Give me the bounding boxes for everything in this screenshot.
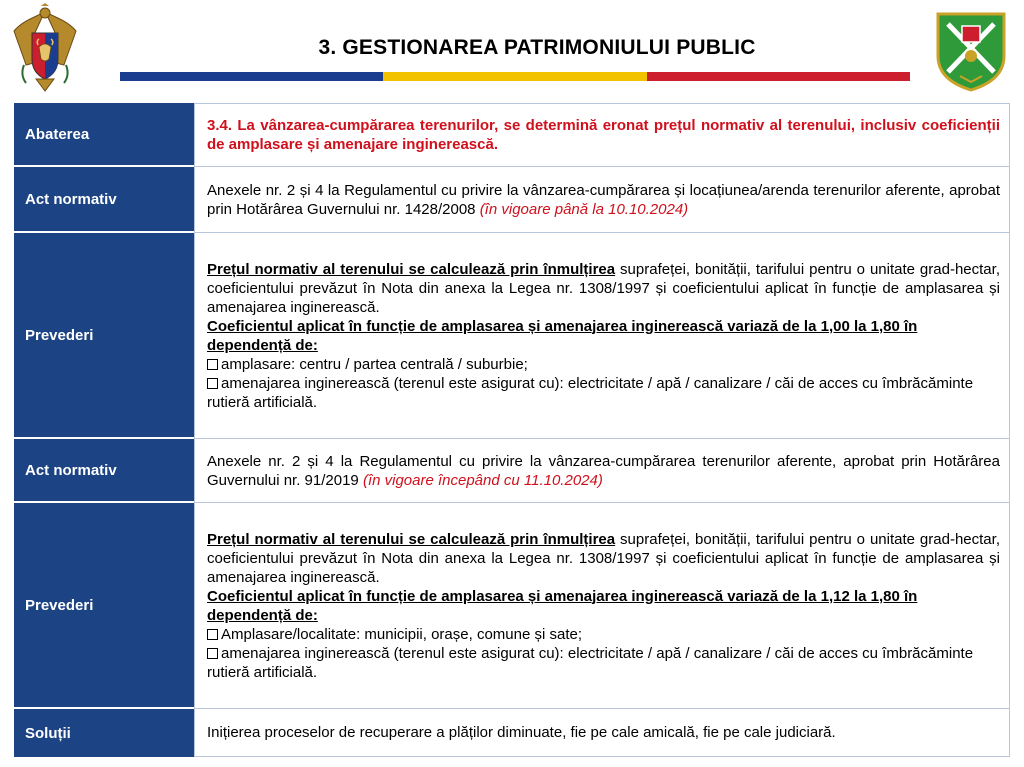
- table-row: [14, 167, 1010, 233]
- table-row: [14, 503, 1010, 709]
- act-normativ-2-text: [194, 439, 1010, 503]
- prevederi-2-bullet-2: amenajarea inginerească (terenul este asigurat cu): electricitate / apă / canalizare / căi de acces cu îmbrăcăminte rutieră artificială.: [207, 644, 974, 681]
- prevederi-1-paragraph: [207, 260, 1000, 317]
- act-normativ-1-body: Anexele nr. 2 și 4 la Regulamentul cu privire la vânzarea-cumpărarea și locațiunea/arenda terenurilor aferente, aprobat prin Hotărârea Guvernului nr. 1428/2008: [207, 181, 1000, 218]
- solutii-text: Inițierea proceselor de recuperare a plăților diminuate, fie pe cale amicală, fie pe cale judiciară.: [194, 709, 1010, 757]
- stripe-blue: [120, 72, 383, 81]
- list-item: [207, 644, 1000, 682]
- flag-stripe: [120, 72, 910, 81]
- page-title: 3. GESTIONAREA PATRIMONIULUI PUBLIC: [318, 36, 756, 59]
- checkbox-bullet-icon: [207, 629, 218, 640]
- prevederi-1-lead: Prețul normativ al terenului se calculează prin înmulțirea: [207, 260, 616, 278]
- district-coat-of-arms-icon: [936, 12, 1006, 92]
- act-normativ-2-body: Anexele nr. 2 și 4 la Regulamentul cu privire la vânzarea-cumpărarea terenurilor aferente, aprobat prin Hotărârea Guvernului nr. 91/2019: [207, 452, 1000, 489]
- prevederi-2-paragraph: [207, 530, 1000, 587]
- act-normativ-1-text: [194, 167, 1010, 233]
- prevederi-1-bullet-2: amenajarea inginerească (terenul este asigurat cu): electricitate / apă / canalizare / căi de acces cu îmbrăcăminte rutieră artificială.: [207, 374, 974, 411]
- prevederi-2-text: [194, 503, 1010, 709]
- stripe-yellow: [383, 72, 646, 81]
- stripe-red: [647, 72, 910, 81]
- prevederi-2-lead: Prețul normativ al terenului se calculează prin înmulțirea: [207, 530, 616, 548]
- table-row: [14, 103, 1010, 167]
- prevederi-2-coefficient: Coeficientul aplicat în funcție de amplasarea și amenajarea inginerească variază de la 1,12 la 1,80 în dependență de:: [207, 587, 918, 624]
- prevederi-1-coefficient: Coeficientul aplicat în funcție de amplasarea și amenajarea inginerească variază de la 1,00 la 1,80 în dependență de:: [207, 317, 918, 354]
- moldova-coat-of-arms-icon: [10, 3, 80, 97]
- prevederi-1-body: suprafeței, bonității, tarifului pentru o unitate grad-hectar, coeficientului prevăzut în Nota din anexa la Legea nr. 1308/1997 și coeficientului aplicat în funcție de amplasarea și amenajarea inginerească.: [207, 260, 1000, 316]
- list-item: [207, 625, 1000, 644]
- list-item: [207, 355, 1000, 374]
- checkbox-bullet-icon: [207, 378, 218, 389]
- abaterea-text: [194, 103, 1010, 167]
- act-normativ-1-validity: (în vigoare până la 10.10.2024): [479, 200, 689, 218]
- row-label-solutii: Soluții: [14, 709, 194, 757]
- prevederi-1-bullet-1: amplasare: centru / partea centrală / suburbie;: [221, 355, 528, 373]
- findings-table: [14, 103, 1010, 757]
- prevederi-1-text: [194, 233, 1010, 439]
- list-item: [207, 374, 1000, 412]
- checkbox-bullet-icon: [207, 648, 218, 659]
- row-label-abaterea: Abaterea: [14, 103, 194, 167]
- abaterea-statement: 3.4. La vânzarea-cumpărarea terenurilor, se determină eronat prețul normativ al terenului, inclusiv coeficienții de amplasare și amenajare inginerească.: [207, 117, 1000, 153]
- prevederi-2-bullet-1: Amplasare/localitate: municipii, orașe, comune și sate;: [221, 625, 582, 643]
- row-label-prevederi-2: Prevederi: [14, 503, 194, 709]
- checkbox-bullet-icon: [207, 359, 218, 370]
- table-row: [14, 709, 1010, 757]
- row-label-act-normativ-2: Act normativ: [14, 439, 194, 503]
- table-row: [14, 233, 1010, 439]
- table-row: [14, 439, 1010, 503]
- prevederi-2-body: suprafeței, bonității, tarifului pentru o unitate grad-hectar, coeficientului prevăzut în Nota din anexa la Legea nr. 1308/1997 și coeficientului aplicat în funcție de amplasarea și amenajarea inginerească.: [207, 530, 1000, 586]
- row-label-prevederi-1: Prevederi: [14, 233, 194, 439]
- row-label-act-normativ-1: Act normativ: [14, 167, 194, 233]
- act-normativ-2-validity: (în vigoare începând cu 11.10.2024): [362, 471, 603, 489]
